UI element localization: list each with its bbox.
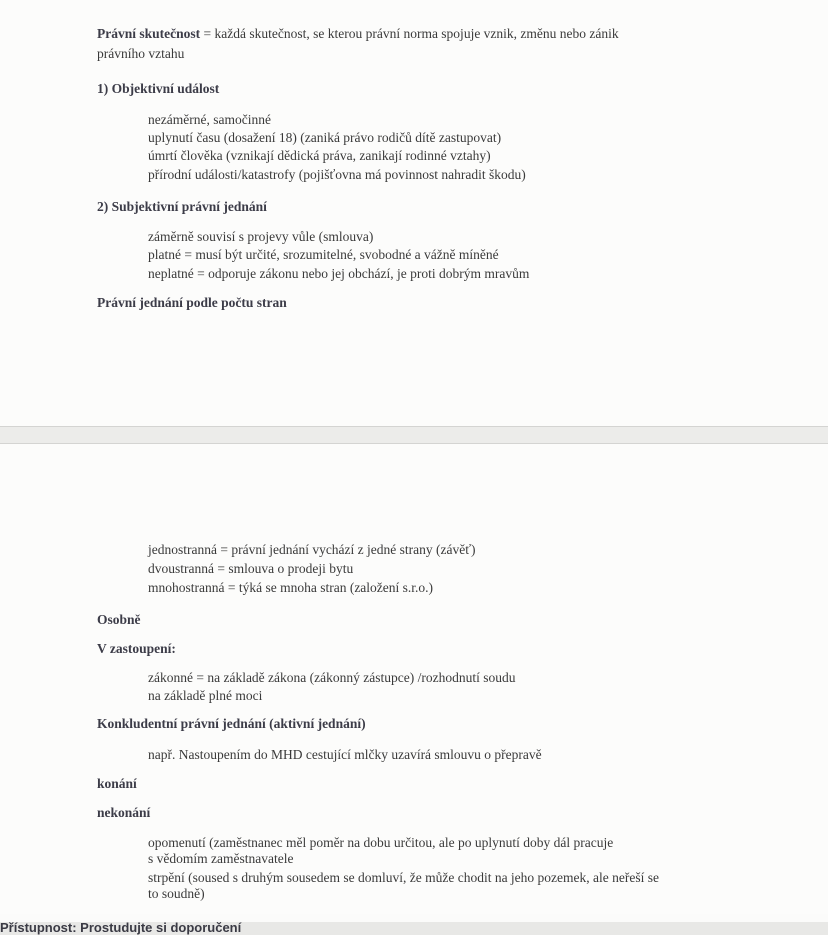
- heading-implicit-act: Konkludentní právní jednání (aktivní jednání): [97, 716, 366, 731]
- heading-representation: V zastoupení:: [97, 641, 176, 656]
- list-item: jednostranná = právní jednání vychází z jedné strany (závěť): [148, 542, 476, 557]
- heading-personally: Osobně: [97, 612, 141, 627]
- list-item: přírodní události/katastrofy (pojišťovna má povinnost nahradit škodu): [148, 167, 526, 182]
- list-item: nezáměrné, samočinné: [148, 112, 271, 127]
- list-item: na základě plné moci: [148, 688, 263, 703]
- status-bar: [0, 922, 828, 935]
- list-item: záměrně souvisí s projevy vůle (smlouva): [148, 229, 374, 244]
- document-page-2: [0, 444, 828, 914]
- example-text: např. Nastoupením do MHD cestující mlčky uzavírá smlouvu o přepravě: [148, 747, 542, 762]
- accessibility-status[interactable]: Přístupnost: Prostudujte si doporučení: [0, 922, 242, 935]
- list-item: opomenutí (zaměstnanec měl poměr na dobu určitou, ale po uplynutí doby dál pracuje: [148, 835, 614, 850]
- list-item: dvoustranná = smlouva o prodeji bytu: [148, 561, 354, 576]
- heading-subjective-act: 2) Subjektivní právní jednání: [97, 199, 267, 214]
- definition-term: Právní skutečnost: [97, 26, 201, 41]
- definition-text: = každá skutečnost, se kterou právní norma spojuje vznik, změnu nebo zánik: [200, 26, 619, 41]
- list-item: mnohostranná = týká se mnoha stran (založení s.r.o.): [148, 580, 434, 595]
- heading-action: konání: [97, 776, 137, 791]
- list-item: úmrtí člověka (vznikají dědická práva, zanikají rodinné vztahy): [148, 148, 491, 163]
- page-break: [0, 426, 828, 444]
- list-item: platné = musí být určité, srozumitelné, svobodné a vážně míněné: [148, 247, 499, 262]
- list-item: uplynutí času (dosažení 18) (zaniká právo rodičů dítě zastupovat): [148, 130, 502, 145]
- list-item: neplatné = odporuje zákonu nebo jej obchází, je proti dobrým mravům: [148, 266, 530, 281]
- definition-line-2: právního vztahu: [97, 46, 185, 61]
- list-item: strpění (soused s druhým sousedem se domluví, že může chodit na jeho pozemek, ale neřeší se: [148, 870, 659, 885]
- list-item: to soudně): [148, 886, 205, 901]
- heading-objective-event: 1) Objektivní událost: [97, 81, 220, 96]
- list-item: s vědomím zaměstnavatele: [148, 851, 294, 866]
- list-item: zákonné = na základě zákona (zákonný zástupce) /rozhodnutí soudu: [148, 670, 516, 685]
- document-page-1: [0, 0, 828, 426]
- heading-parties-count: Právní jednání podle počtu stran: [97, 295, 287, 310]
- definition-line-1: [97, 25, 619, 42]
- heading-inaction: nekonání: [97, 805, 151, 820]
